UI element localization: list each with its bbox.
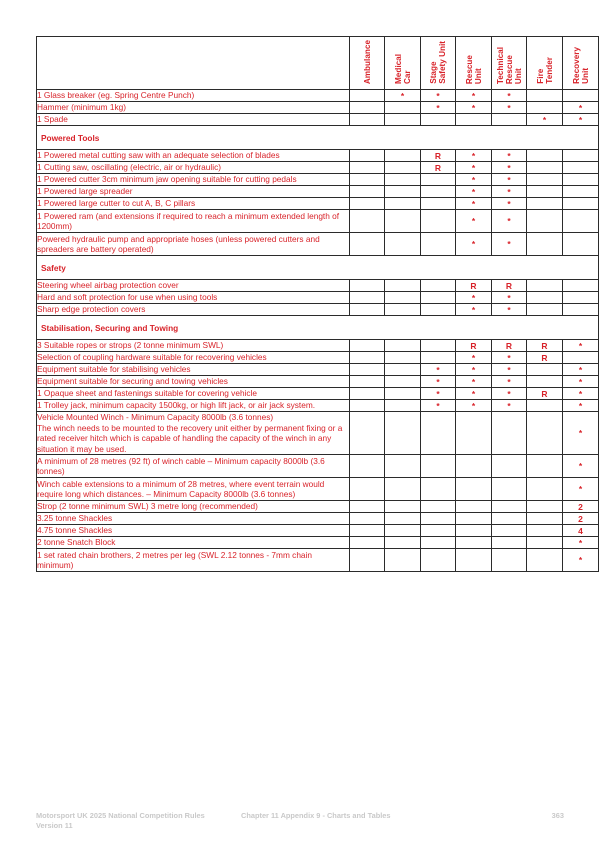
requirement-mark-cell: * — [456, 102, 492, 114]
table-row — [37, 174, 599, 186]
equipment-item-label: 2 tonne Snatch Block — [37, 537, 350, 549]
table-row — [37, 233, 599, 256]
footer-rules-title: Motorsport UK 2025 National Competition Rules — [36, 811, 205, 820]
requirement-mark-cell — [385, 412, 421, 455]
requirement-mark-cell — [385, 364, 421, 376]
requirement-mark-cell: * — [421, 364, 456, 376]
requirement-mark-cell — [421, 174, 456, 186]
equipment-item-label: Equipment suitable for stabilising vehicles — [37, 364, 350, 376]
requirement-mark-cell: * — [456, 364, 492, 376]
requirement-mark-cell — [527, 90, 563, 102]
requirement-mark-cell: * — [527, 114, 563, 126]
table-row — [37, 525, 599, 537]
requirement-mark-cell — [385, 455, 421, 478]
requirement-mark-cell: R — [492, 340, 527, 352]
requirement-mark-cell — [456, 478, 492, 501]
requirement-mark-cell — [385, 513, 421, 525]
requirement-mark-cell: * — [492, 233, 527, 256]
requirement-mark-cell — [385, 388, 421, 400]
equipment-item-label: 4.75 tonne Shackles — [37, 525, 350, 537]
requirement-mark-cell: * — [492, 102, 527, 114]
requirement-mark-cell: * — [563, 412, 599, 455]
requirement-mark-cell: R — [456, 280, 492, 292]
requirement-mark-cell — [527, 280, 563, 292]
requirement-mark-cell — [385, 525, 421, 537]
equipment-item-label: 1 Powered large cutter to cut A, B, C pillars — [37, 198, 350, 210]
equipment-item-label: 1 set rated chain brothers, 2 metres per leg (SWL 2.12 tonnes - 7mm chain minimum) — [37, 549, 350, 572]
footer-chapter: Chapter 11 Appendix 9 - Charts and Tables — [241, 811, 391, 820]
table-row — [37, 455, 599, 478]
table-row — [37, 513, 599, 525]
requirement-mark-cell: * — [563, 388, 599, 400]
requirement-mark-cell — [350, 90, 385, 102]
requirement-mark-cell — [563, 174, 599, 186]
requirement-mark-cell — [421, 233, 456, 256]
requirement-mark-cell — [563, 186, 599, 198]
requirement-mark-cell: * — [492, 162, 527, 174]
requirement-mark-cell — [421, 549, 456, 572]
requirement-mark-cell — [350, 525, 385, 537]
requirement-mark-cell — [350, 400, 385, 412]
requirement-mark-cell — [527, 292, 563, 304]
requirement-mark-cell: * — [563, 549, 599, 572]
requirement-mark-cell — [421, 340, 456, 352]
requirement-mark-cell — [421, 352, 456, 364]
requirement-mark-cell — [527, 162, 563, 174]
requirement-mark-cell: R — [527, 388, 563, 400]
requirement-mark-cell — [527, 455, 563, 478]
table-body — [37, 90, 599, 572]
requirement-mark-cell — [563, 352, 599, 364]
requirement-mark-cell — [385, 162, 421, 174]
requirement-mark-cell: * — [492, 150, 527, 162]
requirement-mark-cell — [350, 280, 385, 292]
section-title: Safety — [37, 256, 599, 280]
requirement-mark-cell — [421, 198, 456, 210]
requirement-mark-cell: * — [456, 376, 492, 388]
equipment-item-label: Vehicle Mounted Winch - Minimum Capacity 8000lb (3.6 tonnes) The winch needs to be mounted to the recovery unit either by permanent fixing or a rated receiver hitch which is capable of handling the capacity of the winch in any situation it may be used. — [37, 412, 350, 455]
table-row — [37, 198, 599, 210]
requirement-mark-cell — [456, 525, 492, 537]
requirement-mark-cell: * — [456, 388, 492, 400]
requirement-mark-cell — [527, 525, 563, 537]
requirement-mark-cell — [350, 513, 385, 525]
table-row — [37, 537, 599, 549]
requirement-mark-cell: * — [456, 198, 492, 210]
equipment-item-label: 1 Cutting saw, oscillating (electric, air or hydraulic) — [37, 162, 350, 174]
requirement-mark-cell: * — [421, 376, 456, 388]
requirement-mark-cell: * — [492, 292, 527, 304]
requirement-mark-cell: * — [492, 90, 527, 102]
table-row — [37, 210, 599, 233]
requirement-mark-cell: 4 — [563, 525, 599, 537]
requirement-mark-cell — [527, 174, 563, 186]
table-row — [37, 162, 599, 174]
requirement-mark-cell: * — [492, 352, 527, 364]
equipment-item-label: 1 Powered ram (and extensions if required to reach a minimum extended length of 1200mm) — [37, 210, 350, 233]
requirement-mark-cell: * — [456, 162, 492, 174]
requirement-mark-cell — [527, 549, 563, 572]
requirement-mark-cell — [350, 198, 385, 210]
table-row — [37, 150, 599, 162]
section-header-row — [37, 256, 599, 280]
requirement-mark-cell — [421, 501, 456, 513]
requirement-mark-cell: * — [456, 150, 492, 162]
section-header-row — [37, 126, 599, 150]
requirement-mark-cell: * — [421, 102, 456, 114]
requirement-mark-cell — [421, 513, 456, 525]
requirement-mark-cell — [385, 340, 421, 352]
requirement-mark-cell: * — [492, 376, 527, 388]
header-ambulance: Ambulance — [350, 37, 385, 90]
requirement-mark-cell — [385, 537, 421, 549]
equipment-item-label: Steering wheel airbag protection cover — [37, 280, 350, 292]
requirement-mark-cell — [456, 549, 492, 572]
requirement-mark-cell — [350, 412, 385, 455]
requirement-mark-cell — [421, 304, 456, 316]
requirement-mark-cell — [492, 455, 527, 478]
equipment-item-label: Hard and soft protection for use when using tools — [37, 292, 350, 304]
requirement-mark-cell — [421, 114, 456, 126]
requirement-mark-cell — [385, 352, 421, 364]
requirement-mark-cell — [527, 376, 563, 388]
table-row — [37, 478, 599, 501]
requirement-mark-cell — [350, 233, 385, 256]
requirement-mark-cell — [492, 501, 527, 513]
requirement-mark-cell — [492, 478, 527, 501]
requirement-mark-cell — [527, 478, 563, 501]
requirement-mark-cell — [385, 174, 421, 186]
table-row — [37, 280, 599, 292]
requirement-mark-cell — [421, 210, 456, 233]
equipment-item-label: 1 Powered metal cutting saw with an adequate selection of blades — [37, 150, 350, 162]
requirement-mark-cell — [527, 150, 563, 162]
requirement-mark-cell — [563, 198, 599, 210]
requirement-mark-cell: * — [421, 388, 456, 400]
requirement-mark-cell — [421, 412, 456, 455]
requirement-mark-cell — [527, 233, 563, 256]
requirement-mark-cell — [350, 150, 385, 162]
requirement-mark-cell — [563, 292, 599, 304]
requirement-mark-cell: * — [456, 400, 492, 412]
requirement-mark-cell — [456, 114, 492, 126]
requirement-mark-cell — [527, 513, 563, 525]
table-row — [37, 352, 599, 364]
equipment-item-label: Winch cable extensions to a minimum of 28 metres, where event terrain would require long which distances. – Minimum Capacity 8000lb (3.6 tonnes) — [37, 478, 350, 501]
equipment-item-label: Hammer (minimum 1kg) — [37, 102, 350, 114]
header-row — [37, 37, 599, 90]
requirement-mark-cell — [456, 412, 492, 455]
table-row — [37, 90, 599, 102]
footer-left — [36, 811, 205, 831]
requirement-mark-cell: * — [421, 90, 456, 102]
requirement-mark-cell: * — [563, 114, 599, 126]
requirement-mark-cell — [385, 304, 421, 316]
table-row — [37, 186, 599, 198]
requirement-mark-cell — [492, 549, 527, 572]
requirement-mark-cell — [421, 478, 456, 501]
requirement-mark-cell: * — [456, 292, 492, 304]
table-row — [37, 292, 599, 304]
requirement-mark-cell — [456, 501, 492, 513]
table-row — [37, 388, 599, 400]
requirement-mark-cell: * — [492, 364, 527, 376]
requirement-mark-cell — [385, 280, 421, 292]
header-stage-safety-unit: Stage Safety Unit — [421, 37, 456, 90]
requirement-mark-cell — [421, 292, 456, 304]
requirement-mark-cell — [563, 210, 599, 233]
equipment-item-label: Powered hydraulic pump and appropriate hoses (unless powered cutters and spreaders are battery operated) — [37, 233, 350, 256]
requirement-mark-cell — [527, 198, 563, 210]
table-row — [37, 304, 599, 316]
table-row — [37, 364, 599, 376]
table-row — [37, 102, 599, 114]
requirement-mark-cell: * — [563, 478, 599, 501]
requirement-mark-cell: * — [456, 90, 492, 102]
requirement-mark-cell — [385, 210, 421, 233]
requirement-mark-cell — [385, 292, 421, 304]
equipment-item-label: 3.25 tonne Shackles — [37, 513, 350, 525]
requirement-mark-cell — [350, 478, 385, 501]
requirement-mark-cell: * — [563, 455, 599, 478]
requirement-mark-cell — [563, 233, 599, 256]
requirement-mark-cell — [385, 501, 421, 513]
requirement-mark-cell: R — [527, 340, 563, 352]
header-medical-car: Medical Car — [385, 37, 421, 90]
requirement-mark-cell — [350, 352, 385, 364]
requirement-mark-cell — [385, 198, 421, 210]
requirement-mark-cell: * — [492, 210, 527, 233]
requirement-mark-cell — [421, 280, 456, 292]
table-row — [37, 114, 599, 126]
equipment-item-label: Selection of coupling hardware suitable for recovering vehicles — [37, 352, 350, 364]
requirement-mark-cell: * — [456, 352, 492, 364]
requirement-mark-cell — [385, 400, 421, 412]
requirement-mark-cell — [350, 304, 385, 316]
requirement-mark-cell — [350, 114, 385, 126]
equipment-item-label: Sharp edge protection covers — [37, 304, 350, 316]
requirement-mark-cell — [350, 186, 385, 198]
requirement-mark-cell — [350, 549, 385, 572]
requirement-mark-cell — [421, 186, 456, 198]
requirement-mark-cell — [456, 455, 492, 478]
table-row — [37, 376, 599, 388]
requirement-mark-cell: * — [492, 174, 527, 186]
requirement-mark-cell: * — [492, 198, 527, 210]
requirement-mark-cell — [350, 340, 385, 352]
requirement-mark-cell — [492, 114, 527, 126]
equipment-item-label: 1 Opaque sheet and fastenings suitable for covering vehicle — [37, 388, 350, 400]
requirement-mark-cell — [385, 549, 421, 572]
requirement-mark-cell: * — [492, 400, 527, 412]
requirement-mark-cell: R — [492, 280, 527, 292]
requirement-mark-cell — [350, 292, 385, 304]
table-row — [37, 412, 599, 455]
requirement-mark-cell — [492, 537, 527, 549]
requirement-mark-cell — [527, 400, 563, 412]
requirement-mark-cell — [527, 186, 563, 198]
requirement-mark-cell: R — [421, 150, 456, 162]
equipment-item-label: 1 Trolley jack, minimum capacity 1500kg, or high lift jack, or air jack system. — [37, 400, 350, 412]
header-fire-tender: Fire Tender — [527, 37, 563, 90]
requirement-mark-cell: R — [421, 162, 456, 174]
requirement-mark-cell — [421, 537, 456, 549]
equipment-item-label: 1 Spade — [37, 114, 350, 126]
requirement-mark-cell — [563, 90, 599, 102]
requirement-mark-cell: * — [421, 400, 456, 412]
requirement-mark-cell — [527, 210, 563, 233]
requirement-mark-cell — [527, 364, 563, 376]
requirement-mark-cell: * — [385, 90, 421, 102]
requirement-mark-cell — [350, 174, 385, 186]
requirement-mark-cell: * — [563, 376, 599, 388]
requirement-mark-cell: R — [456, 340, 492, 352]
table-row — [37, 340, 599, 352]
requirement-mark-cell — [527, 102, 563, 114]
requirement-mark-cell — [563, 150, 599, 162]
requirement-mark-cell — [350, 501, 385, 513]
requirement-mark-cell: * — [492, 186, 527, 198]
equipment-table — [36, 36, 599, 572]
requirement-mark-cell: * — [456, 233, 492, 256]
requirement-mark-cell — [350, 162, 385, 174]
requirement-mark-cell: * — [456, 186, 492, 198]
requirement-mark-cell — [350, 210, 385, 233]
requirement-mark-cell — [527, 304, 563, 316]
requirement-mark-cell — [350, 455, 385, 478]
requirement-mark-cell: * — [456, 304, 492, 316]
requirement-mark-cell — [421, 525, 456, 537]
requirement-mark-cell — [385, 114, 421, 126]
requirement-mark-cell — [385, 186, 421, 198]
requirement-mark-cell — [492, 412, 527, 455]
requirement-mark-cell — [350, 376, 385, 388]
equipment-item-label: A minimum of 28 metres (92 ft) of winch cable – Minimum capacity 8000lb (3.6 tonnes) — [37, 455, 350, 478]
requirement-mark-cell: 2 — [563, 501, 599, 513]
header-technical-rescue-unit: Technical Rescue Unit — [492, 37, 527, 90]
requirement-mark-cell — [563, 162, 599, 174]
footer-version: Version 11 — [36, 821, 73, 830]
requirement-mark-cell — [385, 233, 421, 256]
equipment-item-label: 1 Glass breaker (eg. Spring Centre Punch) — [37, 90, 350, 102]
requirement-mark-cell — [350, 364, 385, 376]
requirement-mark-cell — [350, 388, 385, 400]
requirement-mark-cell: 2 — [563, 513, 599, 525]
section-title: Stabilisation, Securing and Towing — [37, 316, 599, 340]
requirement-mark-cell: * — [456, 174, 492, 186]
requirement-mark-cell: * — [563, 102, 599, 114]
requirement-mark-cell — [456, 537, 492, 549]
equipment-item-label: 1 Powered cutter 3cm minimum jaw opening suitable for cutting pedals — [37, 174, 350, 186]
requirement-mark-cell — [385, 102, 421, 114]
requirement-mark-cell — [527, 537, 563, 549]
requirement-mark-cell — [527, 501, 563, 513]
requirement-mark-cell — [492, 525, 527, 537]
requirement-mark-cell — [385, 478, 421, 501]
requirement-mark-cell: * — [456, 210, 492, 233]
requirement-mark-cell — [385, 376, 421, 388]
requirement-mark-cell — [350, 102, 385, 114]
requirement-mark-cell — [563, 280, 599, 292]
equipment-item-label: 1 Powered large spreader — [37, 186, 350, 198]
requirement-mark-cell — [563, 304, 599, 316]
requirement-mark-cell — [527, 412, 563, 455]
requirement-mark-cell — [492, 513, 527, 525]
section-title: Powered Tools — [37, 126, 599, 150]
equipment-item-label: 3 Suitable ropes or strops (2 tonne minimum SWL) — [37, 340, 350, 352]
requirement-mark-cell — [350, 537, 385, 549]
requirement-mark-cell: * — [563, 537, 599, 549]
requirement-mark-cell: * — [492, 304, 527, 316]
requirement-mark-cell: * — [563, 340, 599, 352]
header-rescue-unit: Rescue Unit — [456, 37, 492, 90]
table-row — [37, 400, 599, 412]
table-row — [37, 549, 599, 572]
requirement-mark-cell: * — [492, 388, 527, 400]
footer-page-number: 363 — [551, 811, 564, 820]
requirement-mark-cell — [385, 150, 421, 162]
header-recovery-unit: Recovery Unit — [563, 37, 599, 90]
equipment-item-label: Strop (2 tonne minimum SWL) 3 metre long (recommended) — [37, 501, 350, 513]
table-row — [37, 501, 599, 513]
requirement-mark-cell: * — [563, 400, 599, 412]
requirement-mark-cell — [456, 513, 492, 525]
requirement-mark-cell: R — [527, 352, 563, 364]
requirement-mark-cell — [421, 455, 456, 478]
section-header-row — [37, 316, 599, 340]
header-blank-cell — [37, 37, 350, 90]
requirement-mark-cell: * — [563, 364, 599, 376]
equipment-item-label: Equipment suitable for securing and towing vehicles — [37, 376, 350, 388]
